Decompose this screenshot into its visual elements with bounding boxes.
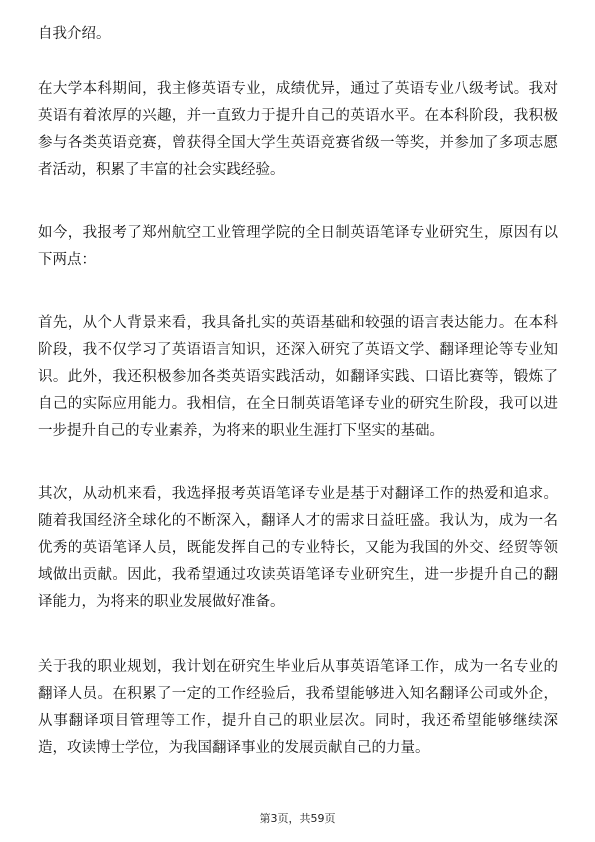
page-number-footer: 第3页，共59页 xyxy=(259,812,336,825)
paragraph-application-intro: 如今，我报考了郑州航空工业管理学院的全日制英语笔译专业研究生，原因有以下两点： xyxy=(38,225,558,268)
paragraph-background: 首先，从个人背景来看，我具备扎实的英语基础和较强的语言表达能力。在本科阶段，我不仅学习了英语语言知识，还深入研究了英语文学、翻译理论等专业知识。此外，我还积极参加各类英语实践活动，如翻译实践、口语比赛等，锻炼了自己的实际应用能力。我相信，在全日制英语笔译专业的研究生阶段，我可以进一步提升自己的专业素养，为将来的职业生涯打下坚实的基础。 xyxy=(38,315,558,439)
paragraph-motivation: 其次，从动机来看，我选择报考英语笔译专业是基于对翻译工作的热爱和追求。随着我国经济全球化的不断深入，翻译人才的需求日益旺盛。我认为，成为一名优秀的英语笔译人员，既能发挥自己的专业特长，又能为我国的外交、经贸等领域做出贡献。因此，我希望通过攻读英语笔译专业研究生，进一步提升自己的翻译能力，为将来的职业发展做好准备。 xyxy=(38,486,558,610)
paragraph-undergraduate: 在大学本科期间，我主修英语专业，成绩优异，通过了英语专业八级考试。我对英语有着浓厚的兴趣，并一直致力于提升自己的英语水平。在本科阶段，我积极参与各类英语竞赛，曾获得全国大学生英语竞赛省级一等奖，并参加了多项志愿者活动，积累了丰富的社会实践经验。 xyxy=(38,81,558,178)
document-heading: 自我介绍。 xyxy=(38,26,111,42)
paragraph-career-plan: 关于我的职业规划，我计划在研究生毕业后从事英语笔译工作，成为一名专业的翻译人员。在积累了一定的工作经验后，我希望能够进入知名翻译公司或外企，从事翻译项目管理等工作，提升自己的职业层次。同时，我还希望能够继续深造，攻读博士学位，为我国翻译事业的发展贡献自己的力量。 xyxy=(38,659,558,756)
